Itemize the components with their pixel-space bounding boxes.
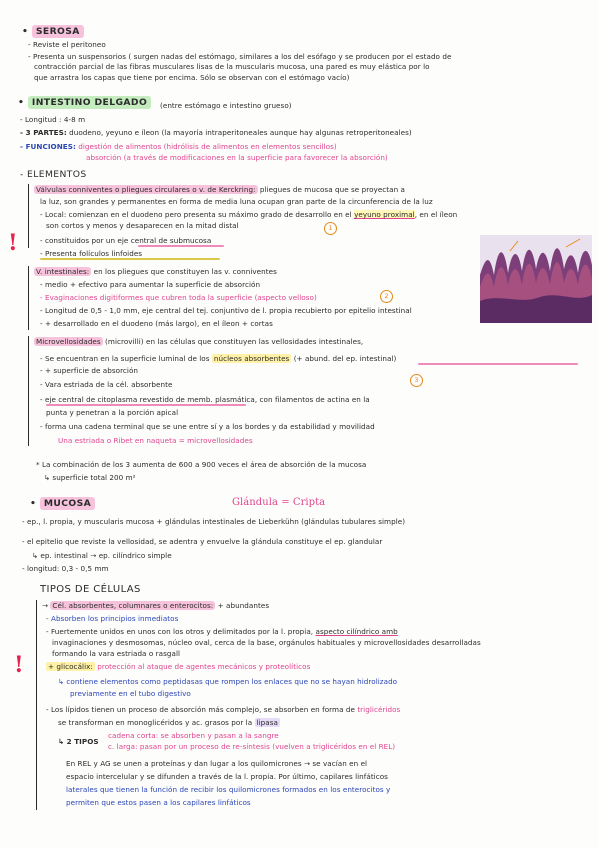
glicocalix-highlight: + glicocálix: [48,662,93,671]
tipos-sub: formando la vara estriada o rasgall [52,649,181,658]
vellosidades-bracket [28,266,29,330]
underline-abund [418,363,578,365]
underline-eje [46,404,246,406]
micro-highlight: Microvellosidades [36,337,101,346]
vellosidades-sub: - medio + efectivo para aumentar la superficie de absorción [40,280,261,289]
mucosa-line: ↳ ep. intestinal → ep. cilíndrico simple [32,551,172,560]
alert-mark: ! [14,652,24,678]
mucosa-line: - el epitelio que reviste la vellosidad, se adentra y envuelve la glándula constituye el ep. glandular [22,537,383,546]
glandula-label: Glándula = Cripta [232,497,326,508]
ref-number-3: 3 [410,374,423,387]
intestino-subtitle: (entre estómago e intestino grueso) [160,101,292,110]
valvulas-bracket [28,184,29,248]
valvulas-sub [40,210,457,220]
intestino-title: INTESTINO DELGADO [28,96,151,109]
tipos-sub: permiten que estos pasen a los capilares linfáticos [66,798,251,807]
funciones-label: - FUNCIONES: [20,142,76,151]
valvulas-line [34,185,405,195]
micro-text: (microvilli) en las células que constituyen las vellosidades intestinales, [105,337,364,346]
tipos-sub: - Absorben los principios inmediatos [46,614,179,623]
micro-sub: - eje central de citoplasma revestido de memb. plasmática, con filamentos de actina en la [40,395,370,404]
tipos-sub: En REL y AG se unen a proteínas y dan lugar a los quilomicrones → se vacían en el [66,759,368,768]
cel-line: → Cél. absorbentes, columnares o enterocitos: + abundantes [42,601,270,610]
vellosidades-sub: - + desarrollado en el duodeno (más largo), en el íleon + cortas [40,319,273,328]
tipos-sub: invaginaciones y desmosomas, núcleo oval, cerca de la base, orgánulos habituales y microvellosidades desarrolladas [52,638,481,647]
trigliceridos: triglicéridos [357,705,401,714]
valvulas-sub: - Presenta folículos linfoides [40,249,143,258]
alert-mark: ! [8,230,18,256]
lipidos-text-2: se transforman en monoglicéridos y ac. grasos por la [58,718,253,727]
dos-tipos-label: ↳ 2 TIPOS [58,737,99,746]
valvulas-sub: son cortos y menos y desaparecen en la mitad distal [46,221,239,230]
elementos-heading: - ELEMENTOS [20,169,87,180]
underline-submucosa [138,245,224,247]
valvulas-sub: - constituidos por un eje central de submucosa [40,236,212,245]
serosa-heading: • SEROSA [22,27,84,37]
micro-sub [40,354,396,364]
en-ileon: , en el íleon [414,210,458,219]
serosa-line: - Reviste el peritoneo [28,40,106,49]
micro-sub: - Vara estriada de la cél. absorbente [40,380,173,389]
micro-luminal: - Se encuentran en la superficie luminal de los [40,354,210,363]
vellosidades-line [34,267,277,277]
lipidos-line-2 [58,718,280,728]
micro-bracket [28,336,29,446]
intestino-heading: • INTESTINO DELGADO [18,98,151,108]
intestinal-villi-micrograph [480,235,592,323]
mucosa-title: MUCOSA [40,497,95,510]
tipos-fuertemente: - Fuertemente unidos en unos con los otros y delimitados por la l. propia, [46,627,314,636]
tipos-bracket [36,600,37,810]
serosa-line: - Presenta un suspensorios ( surgen nadas del estómago, similares a los del esófago y se producen por el estado de [28,52,452,61]
funciones-text: digestión de alimentos (hidrólisis de alimentos en elementos sencillos) [78,142,337,151]
mucosa-line: - longitud: 0,3 - 0,5 mm [22,564,109,573]
ref-number-1: 1 [324,222,337,235]
cel-text: + abundantes [217,601,270,610]
vellosidades-highlight: V. intestinales: [36,267,90,276]
micro-sub: - + superficie de absorción [40,366,139,375]
lipidos-line [46,705,400,715]
glicocalix-line [46,662,310,672]
serosa-line: que arrastra los capas que tiene por encima. Sólo se observan con el estómago vacío) [34,73,350,82]
glicocalix-text: protección al ataque de agentes mecánicos y proteolíticos [97,662,311,671]
valvulas-local: - Local: comienzan en el duodeno pero presenta su máximo grado de desarrollo en el [40,210,352,219]
micro-sub: punta y penetran a la porción apical [46,408,179,417]
enterocitos-highlight: núcleos absorbentes [213,354,290,363]
valvulas-text: pliegues de mucosa que se proyectan a [259,185,406,194]
tipos-sub: laterales que tienen la función de recibir los quilomicrones formados en los enterocitos y [66,785,391,794]
partes-line [20,128,412,138]
funciones-text-2: absorción (a través de modificaciones en la superficie para favorecer la absorción) [86,153,388,162]
valvulas-highlight: Válvulas conniventes o pliegues circulares o v. de Kerckring: [36,185,256,194]
lipidos-text: - Los lípidos tienen un proceso de absorción más complejo, se absorben en forma de [46,705,355,714]
lipasa: lipasa [256,718,278,727]
longitud-line: - Longitud : 4-8 m [20,115,86,124]
micro-sub: - forma una cadena terminal que se une entre sí y a los bordes y da estabilidad y movilidad [40,422,375,431]
micro-sub: Una estriada o Ribet en naqueta = microvellosidades [58,436,253,445]
tipos-sub: espacio intercelular y se difunden a través de la l. propia. Por último, capilares linfáticos [66,772,388,781]
cel-highlight: Cél. absorbentes, columnares o enterocitos: [52,601,214,610]
mucosa-heading: • MUCOSA [30,499,95,509]
yeyuno-proximal: yeyuno proximal [354,210,415,219]
superficie-line: ↳ superficie total 200 m² [44,473,136,482]
serosa-line: contracción parcial de las fibras musculares lisas de la muscularis mucosa, una pared es muy elástica por lo [34,62,430,71]
tipos-sub: ↳ contiene elementos como peptidasas que rompen los enlaces que no se hayan hidrolizado [58,677,398,686]
valvulas-sub: la luz, son grandes y permanentes en forma de media luna ocupan gran parte de la circunferencia de la luz [40,197,433,206]
vellosidades-sub: - Evaginaciones digitiformes que cubren toda la superficie (aspecto velloso) [40,293,317,302]
aumento-line: * La combinación de los 3 aumenta de 600 a 900 veces el área de absorción de la mucosa [36,460,367,469]
micro-line [34,337,363,347]
cadena-corta: cadena corta: se absorben y pasan a la sangre [108,731,279,740]
funciones-line [20,142,337,152]
aspecto-cilindrico: aspecto cilíndrico amb [315,627,398,636]
partes-label: - 3 PARTES: [20,128,67,137]
ref-number-2: 2 [380,290,393,303]
serosa-title: SEROSA [32,25,84,38]
tipos-sub: previamente en el tubo digestivo [70,689,191,698]
tipos-sub [46,627,398,637]
tipos-heading: TIPOS DE CÉLULAS [40,584,141,595]
micro-tail: (+ abund. del ep. intestinal) [293,354,397,363]
partes-text: duodeno, yeyuno e íleon (la mayoría intraperitoneales aunque hay algunas retroperitoneales) [69,128,412,137]
underline-foliculos [40,258,220,260]
vellosidades-sub: - Longitud de 0,5 - 1,0 mm, eje central del tej. conjuntivo de l. propia recubierto por epitelio intestinal [40,306,412,315]
cadena-larga: c. larga: pasan por un proceso de re-síntesis (vuelven a triglicéridos en el REL) [108,742,396,751]
vellosidades-text: en los pliegues que constituyen las v. conniventes [93,267,277,276]
mucosa-line: - ep., l. propia, y muscularis mucosa + glándulas intestinales de Lieberkühn (glándulas tubulares simple) [22,517,406,526]
